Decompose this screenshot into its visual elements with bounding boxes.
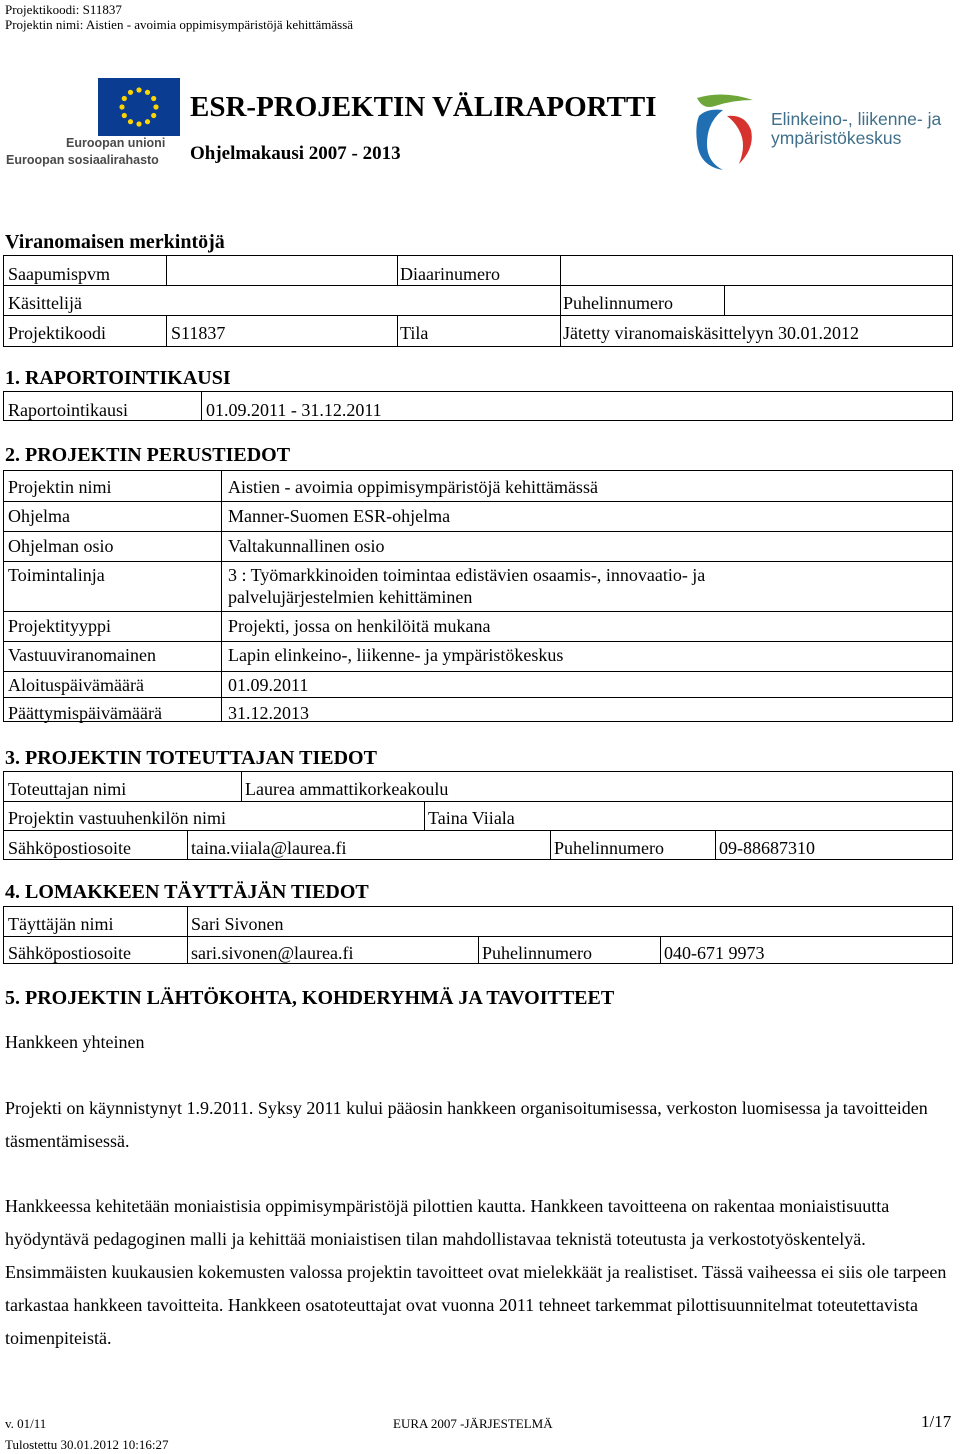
table-divider: [187, 907, 188, 963]
ely-logo: [693, 92, 955, 172]
section5-paragraph-1: Projekti on käynnistynyt 1.9.2011. Syksy 2011 kului pääosin hankkeen organisoitumisessa, verkoston luomisessa ja tavoitteiden täsmentämisessä.: [5, 1098, 928, 1151]
responsible-label: Projektin vastuuhenkilön nimi: [8, 808, 226, 828]
table-divider: [397, 315, 398, 346]
diaarinumero-label: Diaarinumero: [400, 264, 500, 284]
ely-logo-line1: Elinkeino-, liikenne- ja: [771, 109, 942, 129]
table-divider: [4, 315, 952, 316]
table-divider: [560, 315, 561, 346]
implementer-title: 3. PROJEKTIN TOTEUTTAJAN TIEDOT: [5, 747, 377, 769]
footer-page: 1/17: [921, 1412, 952, 1431]
tila-label: Tila: [400, 323, 429, 343]
table-divider: [201, 392, 202, 420]
implementer-name-label: Toteuttajan nimi: [8, 779, 127, 799]
filler-name-value: Sari Sivonen: [191, 914, 284, 934]
reporting-title: 1. RAPORTOINTIKAUSI: [5, 367, 231, 389]
section5-title: 5. PROJEKTIN LÄHTÖKOHTA, KOHDERYHMÄ JA TAVOITTEET: [5, 987, 615, 1009]
saapumispvm-label: Saapumispvm: [8, 264, 110, 284]
table-divider: [724, 285, 725, 315]
kasittelija-label: Käsittelijä: [8, 293, 82, 313]
table-divider: [4, 561, 952, 562]
reporting-label: Raportointikausi: [8, 400, 128, 420]
report-subtitle: Ohjelmakausi 2007 - 2013: [190, 143, 401, 164]
start-date-label: Aloituspäivämäärä: [8, 675, 144, 695]
table-divider: [4, 830, 952, 831]
toimintalinja-label: Toimintalinja: [8, 565, 105, 585]
table-divider: [221, 671, 222, 721]
table-divider: [221, 471, 222, 671]
filler-phone-value: 040-671 9973: [664, 943, 765, 963]
authority-title: Viranomaisen merkintöjä: [5, 231, 225, 253]
filler-table: [3, 906, 953, 964]
projektin-nimi-value: Aistien - avoimia oppimisympäristöjä kehittämässä: [228, 477, 598, 497]
table-divider: [4, 531, 952, 532]
implementer-email-label: Sähköpostiosoite: [8, 838, 132, 858]
ohjelma-label: Ohjelma: [8, 506, 70, 526]
table-divider: [424, 801, 425, 830]
projektin-nimi-label: Projektin nimi: [8, 477, 112, 497]
authority-phone-label: Puhelinnumero: [563, 293, 673, 313]
toimintalinja-value-line2: palvelujärjestelmien kehittäminen: [228, 587, 473, 607]
implementer-phone-value: 09-88687310: [719, 838, 815, 858]
filler-name-label: Täyttäjän nimi: [8, 914, 114, 934]
table-divider: [560, 256, 561, 285]
reporting-table: [3, 391, 953, 421]
table-divider: [550, 830, 551, 859]
eu-logo-line2: Euroopan sosiaalirahasto: [6, 153, 159, 167]
section5-paragraph-2: Hankkeessa kehitetään moniaistisia oppimisympäristöjä pilottien kautta. Hankkeen tavoitteena on rakentaa moniaistisuutta hyödyntävä pedagoginen malli ja kehittää moniaistisen tilan mahdollistavaa teknistä toteutusta ja verkostotyöskentelyä. Ensimmäisten kuukausien kokemusten valossa projektin tavoitteet ovat mielekkäät ja realistiset. Tässä vaiheessa ei siis ole tarpeen tarkastaa hankkeen tavoitteita. Hankkeen osatoteuttajat ovat vuonna 2011 tehneet tarkemmat pilottisuunnitelmat toteutettavista toimenpiteistä.: [5, 1196, 947, 1348]
footer-version: v. 01/11: [5, 1416, 47, 1431]
footer-system: EURA 2007 -JÄRJESTELMÄ: [393, 1416, 553, 1431]
ohjelman-osio-value: Valtakunnallinen osio: [228, 536, 385, 556]
eu-logo-line1: Euroopan unioni: [66, 136, 166, 150]
ohjelma-value: Manner-Suomen ESR-ohjelma: [228, 506, 451, 526]
eu-flag-icon: [98, 78, 180, 136]
ely-emblem-icon: [693, 92, 769, 172]
end-date-value: 31.12.2013: [228, 703, 309, 723]
implementer-email-value: taina.viiala@laurea.fi: [191, 838, 347, 858]
projektityyppi-value: Projekti, jossa on henkilöitä mukana: [228, 616, 491, 636]
projektikoodi-label: Projektikoodi: [8, 323, 106, 343]
ely-logo-text: [771, 110, 941, 148]
table-divider: [4, 697, 952, 698]
table-divider: [166, 315, 167, 346]
report-title: ESR-PROJEKTIN VÄLIRAPORTTI: [190, 91, 657, 123]
projektikoodi-value: S11837: [171, 323, 226, 343]
filler-email-label: Sähköpostiosoite: [8, 943, 132, 963]
projektityyppi-label: Projektityyppi: [8, 616, 111, 636]
header-project-name: Projektin nimi: Aistien - avoimia oppimisympäristöjä kehittämässä: [5, 17, 354, 32]
table-divider: [660, 936, 661, 963]
table-divider: [4, 285, 952, 286]
header-project-code: Projektikoodi: S11837: [5, 2, 122, 17]
implementer-name-value: Laurea ammattikorkeakoulu: [245, 779, 449, 799]
filler-title: 4. LOMAKKEEN TÄYTTÄJÄN TIEDOT: [5, 881, 369, 903]
ely-logo-line2: ympäristökeskus: [771, 128, 902, 148]
filler-phone-label: Puhelinnumero: [482, 943, 592, 963]
table-divider: [4, 671, 952, 672]
reporting-value: 01.09.2011 - 31.12.2011: [206, 400, 382, 420]
table-divider: [4, 801, 952, 802]
table-divider: [187, 830, 188, 859]
table-divider: [560, 285, 561, 315]
end-date-label: Päättymispäivämäärä: [8, 703, 162, 723]
table-divider: [478, 936, 479, 963]
table-divider: [166, 256, 167, 285]
start-date-value: 01.09.2011: [228, 675, 309, 695]
ohjelman-osio-label: Ohjelman osio: [8, 536, 114, 556]
table-divider: [4, 501, 952, 502]
table-divider: [4, 611, 952, 612]
basic-title: 2. PROJEKTIN PERUSTIEDOT: [5, 444, 291, 466]
toimintalinja-value: 3 : Työmarkkinoiden toimintaa edistävien osaamis-, innovaatio- ja: [228, 565, 706, 585]
section5-subtitle: Hankkeen yhteinen: [5, 1032, 145, 1052]
implementer-phone-label: Puhelinnumero: [554, 838, 664, 858]
vastuuviranomainen-label: Vastuuviranomainen: [8, 645, 156, 665]
tila-value: Jätetty viranomaiskäsittelyyn 30.01.2012: [563, 323, 859, 343]
table-divider: [241, 772, 242, 801]
vastuuviranomainen-value: Lapin elinkeino-, liikenne- ja ympäristökeskus: [228, 645, 564, 665]
responsible-value: Taina Viiala: [428, 808, 515, 828]
footer-printed: Tulostettu 30.01.2012 10:16:27: [5, 1437, 169, 1452]
table-divider: [4, 641, 952, 642]
table-divider: [397, 256, 398, 285]
eu-logo: [6, 78, 178, 173]
basic-table: [3, 470, 953, 722]
filler-email-value: sari.sivonen@laurea.fi: [191, 943, 354, 963]
table-divider: [715, 830, 716, 859]
